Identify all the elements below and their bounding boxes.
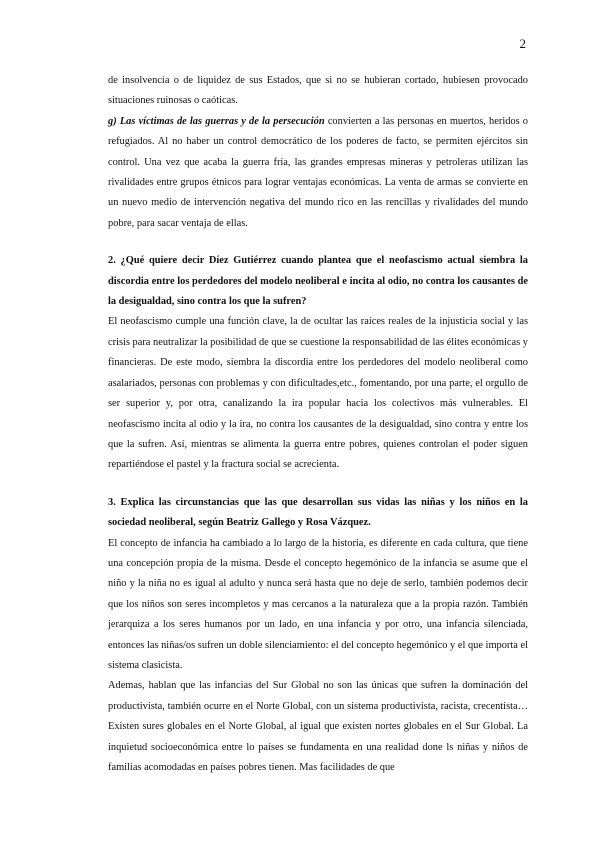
item-g-label: g) Las víctimas de las guerras y de la persecución (108, 115, 325, 127)
question-3-title: 3. Explica las circunstancias que las que desarrollan sus vidas las niñas y los niños en la sociedad neoliberal, según Beatriz Gallego y Rosa Vázquez. (108, 496, 528, 529)
page-number: 2 (519, 36, 526, 51)
question-2-title: 2. ¿Qué quiere decir Díez Gutiérrez cuando plantea que el neofascismo actual siembra la discordia entre los perdedores del modelo neoliberal e incita al odio, no contra los causantes de la desigualdad, sino contra los que la sufren? (108, 255, 528, 308)
document-body (108, 71, 528, 778)
question-2-answer: El neofascismo cumple una función clave, la de ocultar las raíces reales de la injusticia social y las crisis para neutralizar la posibilidad de que se cuestione la responsabilidad de las élites económicas y financieras. De este modo, siembra la discordia entre los perdedores del modelo neoliberal como asalariados, personas con problemas y con dificultades,etc., fomentando, por una parte, el orgullo de ser superior y, por otra, canalizando la ira popular hacia los colectivos más vulnerables. El neofascismo incita al odio y la ira, no contra los causantes de la desigualdad, sino contra y entre los que la sufren. Así, mientras se alimenta la guerra entre pobres, quienes controlan el poder siguen repartiéndose el pastel y la fractura social se acrecienta. (108, 316, 528, 471)
question-3-paragraph-2: Ademas, hablan que las infancias del Sur Global no son las únicas que sufren la dominación del productivista, también ocurre en el Norte Global, con un sistema productivista, racista, crecentista… Existen sures globales en el Norte Global, al igual que existen nortes globales en el Sur Global. La inquietud socioeconómica entre lo países se fundamenta en una realidad done ls niñas y niños de familias acomodadas en países pobres tienen. Mas facilidades de que (108, 680, 528, 773)
item-g-text: convierten a las personas en muertos, heridos o refugiados. Al no haber un control democrático de los poderes de facto, se permiten ejércitos sin control. Una vez que acaba la guerra fría, las grandes empresas mineras y petroleras utilizan las rivalidades entre grupos étnicos para lograr ventajas económicas. La venta de armas se convierte en un nuevo medio de intervención negativa del mundo rico en las rencillas y rivalidades del mundo pobre, para sacar ventaja de ellas. (108, 115, 529, 229)
question-3-paragraph-1: El concepto de infancia ha cambiado a lo largo de la historia, es diferente en cada cultura, que tiene una concepción propia de la misma. Desde el concepto hegemónico de la infancia se asume que el niño y la niña no es igual al adulto y nunca será hasta que no deje de serlo, también podemos decir que los niños son seres incompletos y mas cercanos a la naturaleza que a la propia razón. También jerarquiza a los seres humanos por un lado, en una infancia y por otro, una infancia silenciada, entonces las niñas/os sufren un doble silenciamiento: el del concepto hegemónico y el que importa el sistema clasicista. (108, 537, 528, 671)
continuation-text: de insolvencia o de liquidez de sus Estados, que si no se hubieran cortado, hubiesen provocado situaciones ruinosas o caóticas. (108, 75, 528, 107)
intro-paragraph (108, 71, 528, 234)
